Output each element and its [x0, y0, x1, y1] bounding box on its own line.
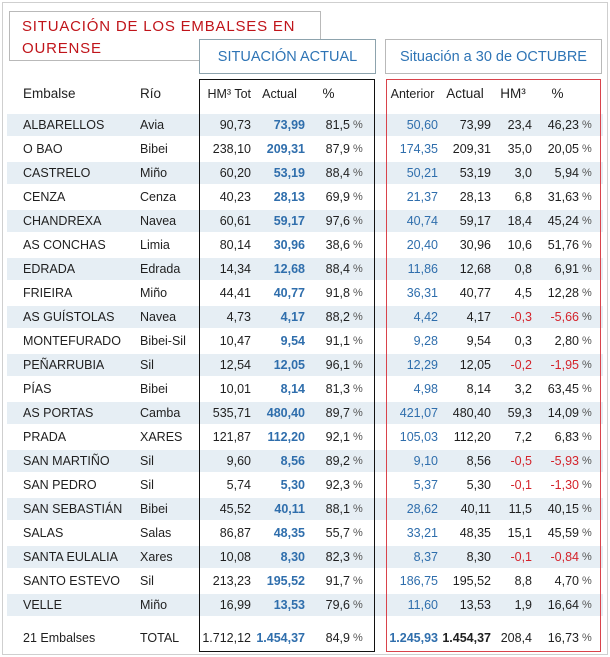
change-percent: 63,45 [547, 382, 579, 396]
percent-sign: % [353, 632, 363, 644]
change-hm3: 8,8 [514, 574, 532, 588]
percent-sign: % [353, 335, 363, 347]
capacity-total: 9,60 [226, 454, 251, 468]
volume-actual-oct: 30,96 [459, 238, 491, 252]
percent-sign: % [582, 215, 592, 227]
volume-actual: 1.454,37 [256, 631, 305, 645]
percent-sign: % [582, 335, 592, 347]
change-hm3: 0,3 [514, 334, 532, 348]
table-row [7, 330, 603, 352]
capacity-total: 44,41 [219, 286, 251, 300]
table-row [7, 258, 603, 280]
table-row [7, 450, 603, 472]
percent-sign: % [353, 575, 363, 587]
percent-sign: % [353, 527, 363, 539]
reservoir-name: SALAS [23, 526, 64, 540]
percent-actual: 81,3 [325, 382, 350, 396]
volume-actual-oct: 59,17 [459, 214, 491, 228]
volume-actual-oct: 9,54 [466, 334, 491, 348]
percent-actual: 38,6 [325, 238, 350, 252]
reservoir-name: O BAO [23, 142, 63, 156]
volume-actual: 59,17 [273, 214, 305, 228]
volume-anterior: 28,62 [406, 502, 438, 516]
volume-actual-oct: 40,77 [459, 286, 491, 300]
change-percent: 14,09 [547, 406, 579, 420]
reservoir-name: SANTA EULALIA [23, 550, 118, 564]
percent-actual: 69,9 [325, 190, 350, 204]
reservoir-name: SANTO ESTEVO [23, 574, 121, 588]
capacity-total: 213,23 [212, 574, 251, 588]
change-percent: 5,94 [554, 166, 579, 180]
percent-actual: 92,1 [325, 430, 350, 444]
percent-sign: % [353, 215, 363, 227]
capacity-total: 45,52 [219, 502, 251, 516]
percent-sign: % [582, 239, 592, 251]
percent-actual: 89,2 [325, 454, 350, 468]
col-header-rio: Río [140, 86, 162, 101]
river-name: Bibei [140, 142, 168, 156]
percent-actual: 96,1 [325, 358, 350, 372]
volume-anterior: 186,75 [399, 574, 438, 588]
table-row [7, 114, 603, 136]
volume-actual-oct: 48,35 [459, 526, 491, 540]
volume-anterior: 50,21 [406, 166, 438, 180]
volume-actual: 5,30 [280, 478, 305, 492]
volume-actual: 40,77 [273, 286, 305, 300]
change-percent: -1,95 [550, 358, 579, 372]
percent-sign: % [582, 263, 592, 275]
volume-actual: 8,56 [280, 454, 305, 468]
percent-sign: % [353, 119, 363, 131]
change-percent: 6,83 [554, 430, 579, 444]
river-name: Sil [140, 478, 154, 492]
volume-anterior: 9,10 [413, 454, 438, 468]
section-header-october: Situación a 30 de OCTUBRE [385, 39, 602, 74]
change-hm3: 15,1 [507, 526, 532, 540]
river-name: Edrada [140, 262, 181, 276]
river-name: Sil [140, 454, 154, 468]
volume-actual-oct: 12,05 [459, 358, 491, 372]
title-line-2: OURENSE [22, 40, 102, 57]
table-row [7, 210, 603, 232]
table-row [7, 354, 603, 376]
table-row [7, 570, 603, 592]
volume-anterior: 40,74 [406, 214, 438, 228]
reservoir-name: SAN SEBASTIÁN [23, 502, 123, 516]
reservoir-name: FRIEIRA [23, 286, 73, 300]
change-percent: 12,28 [547, 286, 579, 300]
percent-sign: % [582, 527, 592, 539]
table-row [7, 402, 603, 424]
river-name: Camba [140, 406, 181, 420]
percent-actual: 55,7 [325, 526, 350, 540]
reservoir-name: CHANDREXA [23, 214, 102, 228]
capacity-total: 60,20 [219, 166, 251, 180]
capacity-total: 238,10 [212, 142, 251, 156]
reservoir-name: SAN MARTIÑO [23, 454, 110, 468]
percent-sign: % [582, 479, 592, 491]
table-row [7, 498, 603, 520]
percent-actual: 88,4 [325, 166, 350, 180]
change-percent: -5,93 [550, 454, 579, 468]
percent-sign: % [353, 431, 363, 443]
change-hm3: 208,4 [500, 631, 532, 645]
reservoir-name: AS PORTAS [23, 406, 94, 420]
river-name: Miño [140, 598, 168, 612]
table-row [7, 138, 603, 160]
volume-actual: 30,96 [273, 238, 305, 252]
volume-actual: 73,99 [273, 118, 305, 132]
volume-anterior: 4,98 [413, 382, 438, 396]
percent-actual: 88,1 [325, 502, 350, 516]
capacity-total: 60,61 [219, 214, 251, 228]
volume-actual-oct: 8,56 [466, 454, 491, 468]
table-row [7, 522, 603, 544]
column-header-row [7, 83, 603, 105]
capacity-total: 10,47 [219, 334, 251, 348]
percent-actual: 81,5 [325, 118, 350, 132]
percent-actual: 87,9 [325, 142, 350, 156]
col-header-pct-oct: % [551, 86, 564, 101]
col-header-actual: Actual [262, 87, 297, 101]
change-hm3: 18,4 [507, 214, 532, 228]
volume-actual: 4,17 [280, 310, 305, 324]
percent-actual: 88,4 [325, 262, 350, 276]
river-name: Miño [140, 166, 168, 180]
percent-sign: % [582, 143, 592, 155]
table-row [7, 474, 603, 496]
change-percent: 20,05 [547, 142, 579, 156]
capacity-total: 5,74 [226, 478, 251, 492]
percent-actual: 97,6 [325, 214, 350, 228]
change-percent: 40,15 [547, 502, 579, 516]
volume-actual: 28,13 [273, 190, 305, 204]
volume-anterior: 11,86 [407, 262, 438, 276]
table-row [7, 378, 603, 400]
change-percent: -0,84 [550, 550, 579, 564]
volume-actual: 12,05 [273, 358, 305, 372]
percent-sign: % [353, 479, 363, 491]
volume-actual: 40,11 [274, 502, 305, 516]
river-name: Salas [140, 526, 172, 540]
capacity-total: 14,34 [219, 262, 251, 276]
reservoir-name: CASTRELO [23, 166, 91, 180]
volume-actual-oct: 112,20 [453, 430, 491, 444]
river-name: Navea [140, 214, 177, 228]
table-row [7, 306, 603, 328]
percent-sign: % [353, 311, 363, 323]
percent-sign: % [353, 263, 363, 275]
reservoir-name: AS GUÍSTOLAS [23, 310, 115, 324]
volume-actual-oct: 53,19 [459, 166, 491, 180]
volume-anterior: 20,40 [406, 238, 438, 252]
change-hm3: 3,2 [514, 382, 532, 396]
change-percent: -5,66 [550, 310, 579, 324]
capacity-total: 12,54 [219, 358, 251, 372]
change-percent: 46,23 [547, 118, 579, 132]
capacity-total: 121,87 [212, 430, 251, 444]
percent-actual: 89,7 [325, 406, 350, 420]
volume-actual: 53,19 [273, 166, 305, 180]
percent-sign: % [582, 311, 592, 323]
reservoir-name: PÍAS [23, 382, 52, 396]
change-percent: 45,24 [547, 214, 579, 228]
percent-sign: % [353, 455, 363, 467]
reservoir-name: VELLE [23, 598, 62, 612]
col-header-embalse: Embalse [23, 86, 76, 101]
percent-actual: 92,3 [325, 478, 350, 492]
table-row [7, 186, 603, 208]
volume-anterior: 421,07 [399, 406, 438, 420]
volume-actual-oct: 40,11 [460, 502, 491, 516]
volume-anterior: 36,31 [406, 286, 438, 300]
volume-actual: 195,52 [266, 574, 305, 588]
volume-actual: 209,31 [266, 142, 305, 156]
volume-anterior: 105,03 [399, 430, 438, 444]
col-header-hm3-tot: HM³ Tot [207, 87, 251, 101]
table-row [7, 594, 603, 616]
change-percent: -1,30 [550, 478, 579, 492]
volume-actual: 13,53 [273, 598, 305, 612]
percent-sign: % [353, 287, 363, 299]
reservoir-name: MONTEFURADO [23, 334, 121, 348]
volume-anterior: 9,28 [413, 334, 438, 348]
volume-actual-oct: 13,53 [459, 598, 491, 612]
percent-sign: % [582, 359, 592, 371]
volume-actual: 9,54 [280, 334, 305, 348]
change-percent: 6,91 [554, 262, 579, 276]
change-hm3: 1,9 [514, 598, 532, 612]
volume-anterior: 8,37 [413, 550, 438, 564]
percent-sign: % [353, 359, 363, 371]
percent-sign: % [582, 287, 592, 299]
percent-sign: % [582, 167, 592, 179]
percent-sign: % [582, 503, 592, 515]
table-row [7, 426, 603, 448]
volume-anterior: 4,42 [413, 310, 438, 324]
capacity-total: 4,73 [226, 310, 251, 324]
title-line-1: SITUACIÓN DE LOS EMBALSES EN [22, 18, 296, 35]
river-name: Avia [140, 118, 165, 132]
river-name: Bibei [140, 502, 168, 516]
volume-anterior: 12,29 [406, 358, 438, 372]
change-percent: 16,64 [547, 598, 579, 612]
volume-actual: 12,68 [273, 262, 305, 276]
river-name: Bibei-Sil [140, 334, 186, 348]
section-header-actual: SITUACIÓN ACTUAL [199, 39, 376, 74]
volume-anterior: 5,37 [413, 478, 438, 492]
river-name: Sil [140, 574, 154, 588]
percent-sign: % [582, 383, 592, 395]
volume-actual-oct: 209,31 [452, 142, 491, 156]
volume-anterior: 1.245,93 [389, 631, 438, 645]
col-header-actual-oct: Actual [446, 86, 484, 101]
capacity-total: 535,71 [212, 406, 251, 420]
change-hm3: -0,5 [510, 454, 532, 468]
change-hm3: 59,3 [507, 406, 532, 420]
reservoir-name: SAN PEDRO [23, 478, 97, 492]
change-percent: 2,80 [554, 334, 579, 348]
col-header-anterior: Anterior [390, 87, 435, 101]
total-row [7, 627, 603, 649]
capacity-total: 40,23 [219, 190, 251, 204]
table-row [7, 162, 603, 184]
percent-actual: 79,6 [325, 598, 350, 612]
percent-sign: % [353, 551, 363, 563]
percent-sign: % [582, 191, 592, 203]
percent-sign: % [353, 143, 363, 155]
percent-sign: % [582, 575, 592, 587]
percent-actual: 82,3 [325, 550, 350, 564]
table-row [7, 234, 603, 256]
change-hm3: -0,1 [510, 478, 532, 492]
river-name: Xares [140, 550, 173, 564]
volume-anterior: 174,35 [399, 142, 438, 156]
river-name: Limia [140, 238, 170, 252]
percent-sign: % [353, 191, 363, 203]
percent-sign: % [582, 455, 592, 467]
river-name: Bibei [140, 382, 168, 396]
change-hm3: 7,2 [514, 430, 532, 444]
volume-anterior: 50,60 [406, 118, 438, 132]
river-name: TOTAL [140, 631, 180, 645]
table-row [7, 282, 603, 304]
table-row [7, 546, 603, 568]
percent-actual: 88,2 [325, 310, 350, 324]
percent-actual: 91,8 [325, 286, 350, 300]
volume-actual: 48,35 [273, 526, 305, 540]
volume-actual-oct: 73,99 [459, 118, 491, 132]
volume-actual-oct: 5,30 [466, 478, 491, 492]
volume-anterior: 21,37 [406, 190, 438, 204]
volume-actual-oct: 28,13 [459, 190, 491, 204]
volume-actual-oct: 195,52 [452, 574, 491, 588]
capacity-total: 90,73 [219, 118, 251, 132]
col-header-pct: % [322, 86, 335, 101]
capacity-total: 10,08 [219, 550, 251, 564]
percent-sign: % [353, 407, 363, 419]
change-hm3: 6,8 [514, 190, 532, 204]
percent-sign: % [582, 632, 592, 644]
change-hm3: 11,5 [508, 502, 532, 516]
change-percent: 31,63 [547, 190, 579, 204]
reservoir-name: EDRADA [23, 262, 76, 276]
change-hm3: -0,1 [510, 550, 532, 564]
percent-actual: 91,1 [325, 334, 350, 348]
volume-actual-oct: 480,40 [452, 406, 491, 420]
reservoir-name: ALBARELLOS [23, 118, 105, 132]
change-hm3: -0,3 [510, 310, 532, 324]
change-hm3: 3,0 [514, 166, 532, 180]
volume-actual: 8,14 [280, 382, 305, 396]
river-name: Navea [140, 310, 177, 324]
volume-actual-oct: 12,68 [459, 262, 491, 276]
capacity-total: 10,01 [219, 382, 251, 396]
percent-sign: % [353, 503, 363, 515]
reservoir-name: PEÑARRUBIA [23, 358, 105, 372]
change-hm3: 10,6 [507, 238, 532, 252]
percent-sign: % [582, 407, 592, 419]
percent-sign: % [353, 383, 363, 395]
river-name: Cenza [140, 190, 177, 204]
volume-actual-oct: 1.454,37 [442, 631, 491, 645]
change-percent: 16,73 [547, 631, 579, 645]
col-header-hm3: HM³ [500, 86, 526, 101]
change-hm3: 0,8 [514, 262, 532, 276]
change-hm3: 23,4 [507, 118, 532, 132]
change-percent: 4,70 [554, 574, 579, 588]
volume-actual-oct: 4,17 [466, 310, 491, 324]
volume-actual: 8,30 [280, 550, 305, 564]
river-name: Miño [140, 286, 168, 300]
change-hm3: -0,2 [510, 358, 532, 372]
change-percent: 45,59 [547, 526, 579, 540]
reservoir-name: CENZA [23, 190, 66, 204]
river-name: Sil [140, 358, 154, 372]
volume-actual: 480,40 [266, 406, 305, 420]
reservoir-name: 21 Embalses [23, 631, 96, 645]
volume-anterior: 11,60 [407, 598, 438, 612]
percent-sign: % [582, 551, 592, 563]
river-name: XARES [140, 430, 183, 444]
percent-sign: % [353, 599, 363, 611]
percent-sign: % [353, 239, 363, 251]
capacity-total: 86,87 [219, 526, 251, 540]
volume-actual: 112,20 [267, 430, 305, 444]
percent-sign: % [582, 599, 592, 611]
volume-actual-oct: 8,30 [466, 550, 491, 564]
change-percent: 51,76 [547, 238, 579, 252]
change-hm3: 4,5 [514, 286, 532, 300]
percent-sign: % [353, 167, 363, 179]
reservoir-name: PRADA [23, 430, 67, 444]
percent-sign: % [582, 119, 592, 131]
volume-actual-oct: 8,14 [466, 382, 491, 396]
percent-actual: 91,7 [325, 574, 350, 588]
percent-actual: 84,9 [325, 631, 350, 645]
reservoir-name: AS CONCHAS [23, 238, 106, 252]
change-hm3: 35,0 [507, 142, 532, 156]
volume-anterior: 33,21 [406, 526, 438, 540]
capacity-total: 1.712,12 [202, 631, 251, 645]
capacity-total: 16,99 [219, 598, 251, 612]
percent-sign: % [582, 431, 592, 443]
capacity-total: 80,14 [219, 238, 251, 252]
